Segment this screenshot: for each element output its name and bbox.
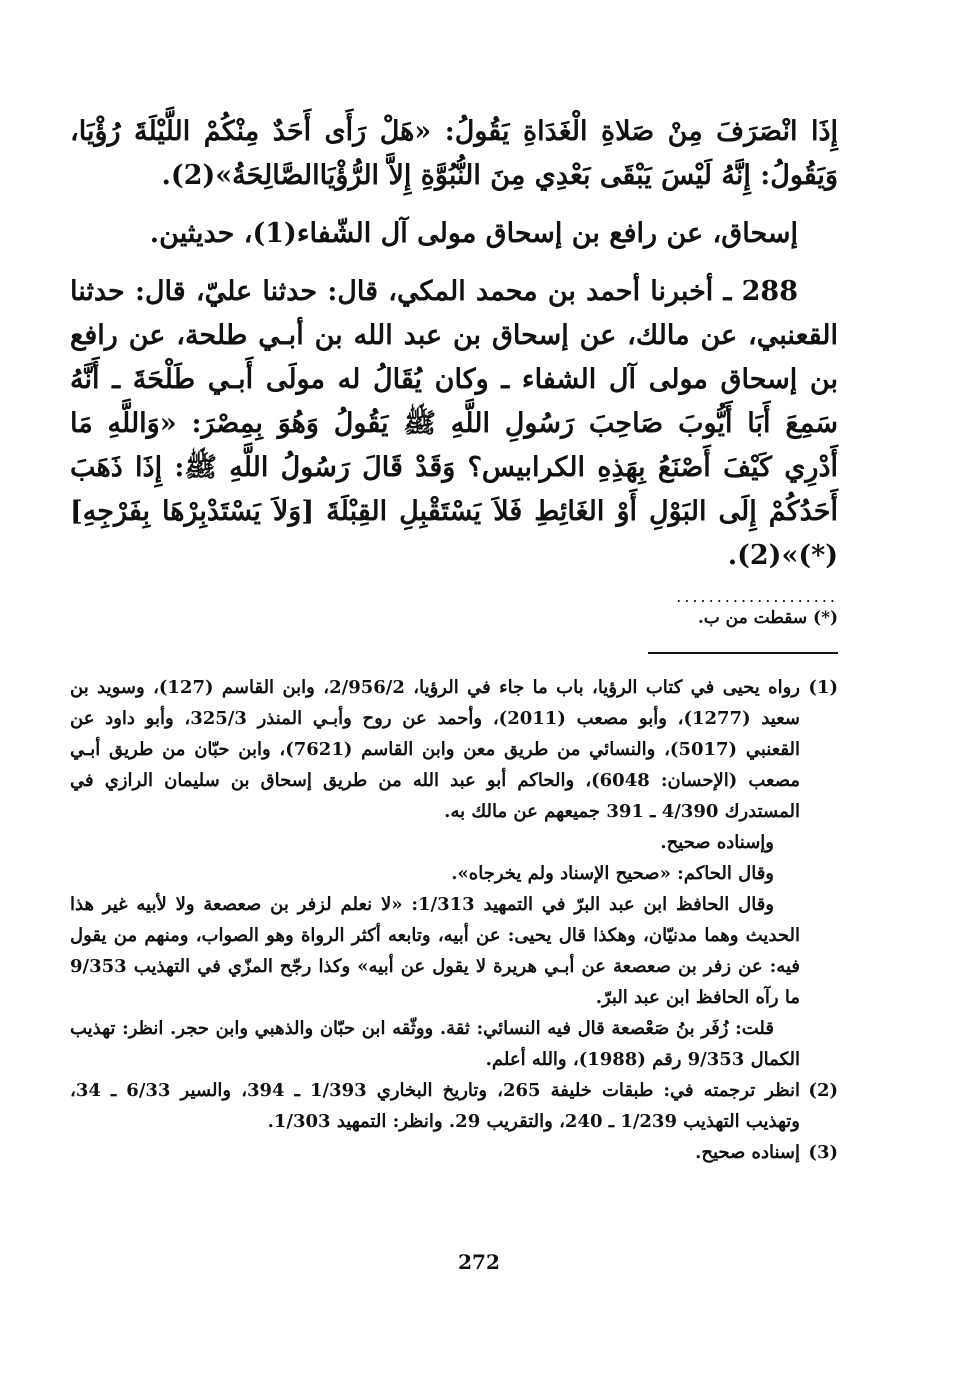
footnote-number: (3) [808, 1142, 838, 1163]
footnote-3 [70, 1137, 838, 1168]
footnote-paragraph: إسناده صحيح. [695, 1142, 800, 1163]
footnote-number: (2) [808, 1080, 838, 1101]
footnote-rule [648, 652, 838, 654]
footnote-paragraph: وإسناده صحيح. [660, 832, 774, 853]
footnote-body [70, 1075, 800, 1137]
main-text [70, 110, 838, 578]
variant-note: (*) سقطت من ب. [697, 608, 838, 628]
footnote-body [70, 672, 800, 1075]
footnote-paragraph: انظر ترجمته في: طبقات خليفة 265، وتاريخ البخاري 1/393 ـ 394، والسير 6/33 ـ 34، وتهذيب التهذيب 1/239 ـ 240، والتقريب 29. وانظر: التمهيد 1/303. [70, 1080, 801, 1132]
footnote-paragraph: وقال الحاكم: «صحيح الإسناد ولم يخرجاه». [451, 863, 774, 884]
footnote-2 [70, 1075, 838, 1137]
footnote-paragraph: رواه يحيى في كتاب الرؤيا، باب ما جاء في الرؤيا، 2/956/2، وابن القاسم (127)، وسويد بن سعيد (1277)، وأبو مصعب (2011)، وأحمد عن روح وأبـي المنذر 325/3، وأبو داود عن القعنبي (5017)، والنسائي من طريق معن وابن القاسم (7621)، وابن حبّان من طريق أبـي مصعب (الإحسان: 6048)، والحاكم أبو عبد الله من طريق إسحاق بن سليمان الرازي في المستدرك 4/390 ـ 391 جميعهم عن مالك به. [70, 677, 800, 822]
footnote-paragraph: وقال الحافظ ابن عبد البرّ في التمهيد 1/313: «لا نعلم لزفر بن صعصعة ولا لأبيه غير هذا الحديث وهما مدنيّان، وهكذا قال يحيى: عن أبيه، وتابعه أكثر الرواة وهو الصواب، ومنهم من يقول فيه: عن زفر بن صعصعة عن أبـي هريرة لا يقول عن أبيه» وكذا رجّح المزّي في التهذيب 9/353 ما رآه الحافظ ابن عبد البرّ. [70, 894, 800, 1008]
main-paragraph-1: إِذَا انْصَرَفَ مِنْ صَلاةِ الْغَدَاةِ يَقُولُ: «هَلْ رَأَى أَحَدٌ مِنْكُمْ اللَّيْلَةَ رُؤْيَا، وَيَقُولُ: إِنَّهُ لَيْسَ يَبْقَى بَعْدِي مِنَ النُّبُوَّةِ إِلاَّ الرُّؤْيَاالصَّالِحَةُ»(2). [70, 116, 838, 191]
footnote-number: (1) [808, 677, 838, 698]
page-number: 272 [458, 1250, 500, 1274]
hadith-288: 288 ـ أخبرنا أحمد بن محمد المكي، قال: حدثنا عليّ، قال: حدثنا القعنبي، عن مالك، عن إسحاق بن عبد الله بن أبـي طلحة، عن رافع بن إسحاق مولى آل الشفاء ـ وكان يُقَالُ له مولَى أَبـي طَلْحَةَ ـ أَنَّهُ سَمِعَ أَبَا أَيُّوبَ صَاحِبَ رَسُولِ اللَّهِ ﷺ يَقُولُ وَهُوَ بِمِصْرَ: «وَاللَّهِ مَا أَدْرِي كَيْفَ أَصْنَعُ بِهَذِهِ الكرابيس؟ وَقَدْ قَالَ رَسُولُ اللَّهِ ﷺ: إِذَا ذَهَبَ أَحَدُكُمْ إِلَى البَوْلِ أَوْ الغَائِطِ فَلاَ يَسْتَقْبِلِ القِبْلَةَ [وَلاَ يَسْتَدْبِرْهَا بِفَرْجِهِ](*)»(2). [70, 276, 838, 571]
footnote-paragraph: قلت: زُفَر بنُ صَعْصعة قال فيه النسائي: ثقة. ووثّقه ابن حبّان والذهبي وابن حجر. انظر: تهذيب الكمال 9/353 رقم (1988)، والله أعلم. [70, 1018, 800, 1070]
footnote-1 [70, 672, 838, 1075]
footnote-body [70, 1137, 800, 1168]
main-paragraph-2: إسحاق، عن رافع بن إسحاق مولى آل الشّفاء(1)، حديثين. [149, 218, 798, 249]
footnotes [70, 672, 838, 1168]
page-content [70, 110, 838, 1168]
dotted-separator: .................... [676, 587, 838, 606]
